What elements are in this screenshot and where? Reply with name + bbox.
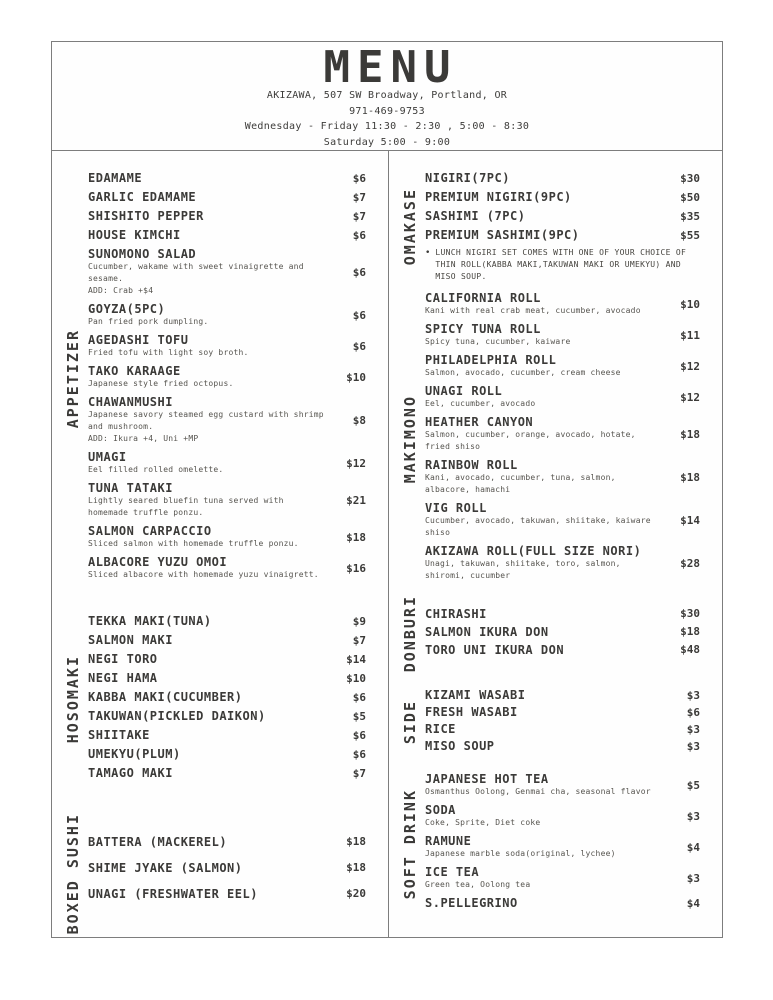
menu-item <box>88 302 366 328</box>
item-price: $50 <box>680 190 700 204</box>
item-name: HOUSE KIMCHI <box>88 228 181 242</box>
menu-item <box>88 835 366 849</box>
menu-item-text <box>425 625 665 639</box>
menu-item <box>88 555 366 581</box>
item-price: $18 <box>680 625 700 639</box>
item-price: $5 <box>352 709 366 723</box>
item-name: UNAGI ROLL <box>425 384 503 398</box>
item-name: NEGI HAMA <box>88 671 158 685</box>
item-price: $6 <box>352 728 366 742</box>
section-label: SOFT DRINK <box>401 788 419 899</box>
item-name: SHISHITO PEPPER <box>88 209 204 223</box>
item-name: TORO UNI IKURA DON <box>425 642 565 657</box>
item-name: EDAMAME <box>88 171 143 185</box>
item-name: JAPANESE HOT TEA <box>425 772 549 787</box>
menu-item-text <box>425 228 665 242</box>
menu-item <box>425 625 700 639</box>
item-name: SUNOMONO SALAD <box>88 247 197 261</box>
menu-item <box>425 458 700 496</box>
section-label-rail <box>395 688 425 756</box>
menu-item-text <box>425 739 665 753</box>
item-price: $6 <box>352 747 366 761</box>
item-price: $8 <box>352 413 366 427</box>
menu-item-text <box>88 709 328 723</box>
item-price: $10 <box>680 297 700 311</box>
section-label: APPETIZER <box>64 328 82 429</box>
menu-item-text <box>425 722 665 736</box>
item-price: $5 <box>686 778 700 792</box>
section-items <box>88 171 366 586</box>
menu-item-text <box>425 190 665 204</box>
menu-column-left <box>52 151 389 937</box>
menu-item <box>425 384 700 410</box>
item-price: $6 <box>352 690 366 704</box>
item-description: Eel, cucumber, avocado <box>425 399 536 408</box>
item-name: FRESH WASABI <box>425 705 518 720</box>
item-name: GOYZA(5PC) <box>88 302 166 316</box>
menu-item-text <box>88 247 328 297</box>
menu-item <box>88 247 366 297</box>
item-price: $7 <box>352 190 366 204</box>
menu-item-text <box>425 834 665 860</box>
item-description: Japanese savory steamed egg custard with shrimp and mushroom. <box>88 410 324 431</box>
item-name: S.PELLEGRINO <box>425 896 518 911</box>
section-items <box>425 171 700 283</box>
section-label: HOSOMAKI <box>64 655 82 744</box>
menu-item-text <box>425 415 665 453</box>
menu-item-text <box>88 190 328 204</box>
menu-section-appetizer <box>58 171 366 586</box>
item-description: Japanese marble soda(original, lychee) <box>425 849 616 859</box>
menu-item-text <box>88 555 328 581</box>
menu-item <box>88 690 366 704</box>
menu-item-text <box>425 803 665 829</box>
item-description: Spicy tuna, cucumber, kaiware <box>425 337 571 346</box>
menu-item <box>425 228 700 242</box>
item-price: $3 <box>686 809 700 823</box>
menu-item-text <box>88 835 328 849</box>
item-description: Unagi, takuwan, shiitake, toro, salmon, shiromi, cucumber <box>425 559 621 580</box>
menu-section-soft-drink <box>395 772 700 915</box>
menu-item <box>88 171 366 185</box>
menu-item <box>88 887 366 901</box>
item-name: PREMIUM NIGIRI(9PC) <box>425 190 572 204</box>
section-note-text: • LUNCH NIGIRI SET COMES WITH ONE OF YOUR CHOICE OF THIN ROLL(KABBA MAKI,TAKUWAN MAKI OR UMEKYU) AND MISO SOUP. <box>435 248 687 281</box>
menu-item <box>88 524 366 550</box>
menu-item-text <box>425 209 665 223</box>
item-name: UMEKYU(PLUM) <box>88 747 181 761</box>
item-price: $18 <box>346 861 366 875</box>
item-name: TUNA TATAKI <box>88 481 173 495</box>
section-label-rail <box>395 171 425 283</box>
item-name: CHIRASHI <box>425 606 487 621</box>
item-price: $18 <box>680 470 700 484</box>
item-name: ALBACORE YUZU OMOI <box>88 555 228 569</box>
item-price: $12 <box>680 359 700 373</box>
item-description: Kani, avocado, cucumber, tuna, salmon, albacore, hamachi <box>425 473 616 494</box>
item-name: NIGIRI(7PC) <box>425 171 510 185</box>
menu-section-omakase <box>395 171 700 283</box>
section-items <box>425 595 700 672</box>
item-description: Cucumber, avocado, takuwan, shiitake, kaiware shiso <box>425 516 651 537</box>
menu-item <box>88 364 366 390</box>
hours-saturday: Saturday 5:00 - 9:00 <box>323 136 451 148</box>
item-price: $30 <box>680 171 700 185</box>
menu-item-text <box>425 544 665 582</box>
item-description: Osmanthus Oolong, Genmai cha, seasonal flavor <box>425 787 651 797</box>
item-description: Salmon, avocado, cucumber, cream cheese <box>425 368 621 377</box>
item-price: $18 <box>680 427 700 441</box>
menu-item <box>88 861 366 875</box>
section-label: BOXED SUSHI <box>64 813 82 935</box>
item-price: $6 <box>352 171 366 185</box>
menu-item-text <box>88 364 328 390</box>
menu-item <box>425 291 700 317</box>
item-name: ICE TEA <box>425 865 480 880</box>
menu-item <box>88 228 366 242</box>
menu-item-text <box>88 690 328 704</box>
menu-header <box>52 42 722 151</box>
item-name: PREMIUM SASHIMI(9PC) <box>425 228 580 242</box>
restaurant-address: AKIZAWA, 507 SW Broadway, Portland, OR <box>266 90 508 101</box>
menu-item <box>425 896 700 910</box>
item-name: PHILADELPHIA ROLL <box>425 353 557 367</box>
item-name: RICE <box>425 722 456 737</box>
menu-title: MENU <box>323 42 458 93</box>
item-price: $14 <box>346 652 366 666</box>
item-price: $3 <box>686 739 700 753</box>
item-name: UNAGI (FRESHWATER EEL) <box>88 886 258 901</box>
item-price: $12 <box>346 456 366 470</box>
item-description: Fried tofu with light soy broth. <box>88 348 249 357</box>
menu-item-text <box>88 228 328 242</box>
item-price: $11 <box>680 328 700 342</box>
menu-item-text <box>88 633 328 647</box>
section-label: OMAKASE <box>401 188 419 266</box>
item-price: $21 <box>346 493 366 507</box>
menu-item <box>88 450 366 476</box>
item-price: $30 <box>680 607 700 621</box>
item-name: HEATHER CANYON <box>425 415 534 429</box>
item-name: SHIITAKE <box>88 728 150 742</box>
item-price: $16 <box>346 561 366 575</box>
menu-item <box>88 209 366 223</box>
item-description: Eel filled rolled omelette. <box>88 465 224 474</box>
item-name: TAMAGO MAKI <box>88 766 173 780</box>
menu-section-makimono <box>395 291 700 587</box>
item-price: $3 <box>686 871 700 885</box>
menu-item-text <box>425 643 665 657</box>
item-price: $48 <box>680 643 700 657</box>
item-price: $9 <box>352 614 366 628</box>
item-price: $10 <box>346 671 366 685</box>
item-addon: ADD: Ikura +4, Uni +MP <box>88 434 199 443</box>
menu-item-text <box>88 333 328 359</box>
item-addon: ADD: Crab +$4 <box>88 286 154 295</box>
menu-item-text <box>425 865 665 891</box>
menu-item-text <box>425 171 665 185</box>
item-name: SPICY TUNA ROLL <box>425 322 541 336</box>
item-price: $6 <box>352 308 366 322</box>
menu-item <box>88 333 366 359</box>
item-price: $12 <box>680 390 700 404</box>
menu-item <box>88 652 366 666</box>
item-price: $3 <box>686 722 700 736</box>
section-label-rail <box>395 772 425 915</box>
menu-item-text <box>425 896 665 910</box>
item-name: SASHIMI (7PC) <box>425 209 526 223</box>
item-name: SALMON CARPACCIO <box>88 524 212 538</box>
section-label: SIDE <box>401 700 419 745</box>
section-label-rail <box>395 595 425 672</box>
menu-item-text <box>425 688 665 702</box>
item-name: KABBA MAKI(CUCUMBER) <box>88 690 243 704</box>
item-name: AGEDASHI TOFU <box>88 333 189 347</box>
menu-item-text <box>88 171 328 185</box>
menu-item-text <box>88 728 328 742</box>
item-name: CALIFORNIA ROLL <box>425 291 541 305</box>
item-price: $6 <box>352 265 366 279</box>
item-name: UMAGI <box>88 450 127 464</box>
menu-item <box>425 834 700 860</box>
item-price: $7 <box>352 766 366 780</box>
menu-item <box>88 709 366 723</box>
menu-item-text <box>425 384 665 410</box>
menu-item-text <box>425 322 665 348</box>
item-name: SALMON MAKI <box>88 633 173 647</box>
section-note <box>425 247 693 283</box>
menu-item <box>425 209 700 223</box>
item-price: $6 <box>352 339 366 353</box>
menu-item-text <box>425 458 665 496</box>
menu-item-text <box>88 887 328 901</box>
menu-item-text <box>88 524 328 550</box>
item-name: MISO SOUP <box>425 739 495 754</box>
menu-item <box>88 747 366 761</box>
menu-item <box>425 688 700 702</box>
menu-item <box>425 705 700 719</box>
menu-item <box>425 803 700 829</box>
menu-item <box>425 415 700 453</box>
item-price: $18 <box>346 530 366 544</box>
item-name: BATTERA (MACKEREL) <box>88 834 228 849</box>
item-description: Coke, Sprite, Diet coke <box>425 818 541 828</box>
menu-item <box>425 190 700 204</box>
section-label-rail <box>58 614 88 785</box>
item-name: GARLIC EDAMAME <box>88 190 197 204</box>
menu-item <box>425 501 700 539</box>
menu-item-text <box>425 607 665 621</box>
menu-section-hosomaki <box>58 614 366 785</box>
section-items <box>425 688 700 756</box>
menu-item-text <box>88 861 328 875</box>
menu-item <box>88 671 366 685</box>
item-description: Cucumber, wakame with sweet vinaigrette and sesame. <box>88 262 304 283</box>
section-items <box>88 614 366 785</box>
menu-item <box>425 722 700 736</box>
section-label-rail <box>58 813 88 934</box>
hours-weekday: Wednesday - Friday 11:30 - 2:30 , 5:00 - 8:30 <box>244 121 530 132</box>
item-price: $6 <box>686 705 700 719</box>
item-description: Pan fried pork dumpling. <box>88 317 209 326</box>
menu-item <box>425 772 700 798</box>
menu-item-text <box>88 766 328 780</box>
menu-item <box>425 643 700 657</box>
item-price: $35 <box>680 209 700 223</box>
menu-item-text <box>88 302 328 328</box>
section-items <box>88 813 366 934</box>
menu-item-text <box>88 652 328 666</box>
item-description: Japanese style fried octopus. <box>88 379 234 388</box>
menu-section-boxed-sushi <box>58 813 366 934</box>
menu-body <box>52 151 722 937</box>
menu-item <box>88 481 366 519</box>
item-price: $4 <box>686 896 700 910</box>
menu-item <box>425 353 700 379</box>
item-price: $20 <box>346 887 366 901</box>
item-price: $14 <box>680 513 700 527</box>
item-description: Salmon, cucumber, orange, avocado, hotate, fried shiso <box>425 430 636 451</box>
menu-item-text <box>88 671 328 685</box>
menu-item <box>425 865 700 891</box>
menu-item-text <box>425 291 665 317</box>
item-name: KIZAMI WASABI <box>425 688 526 703</box>
item-name: SHIME JYAKE (SALMON) <box>88 860 243 875</box>
menu-item-text <box>88 450 328 476</box>
item-name: VIG ROLL <box>425 501 487 515</box>
menu-item <box>425 544 700 582</box>
section-items <box>425 291 700 587</box>
item-price: $6 <box>352 228 366 242</box>
section-label: DONBURI <box>401 595 419 673</box>
item-name: TAKO KARAAGE <box>88 364 181 378</box>
item-price: $3 <box>686 688 700 702</box>
menu-item <box>425 607 700 621</box>
menu-item <box>425 322 700 348</box>
menu-item-text <box>88 614 328 628</box>
menu-item <box>88 766 366 780</box>
item-name: SODA <box>425 803 456 818</box>
item-name: SALMON IKURA DON <box>425 624 549 639</box>
item-name: RAMUNE <box>425 834 472 849</box>
section-label-rail <box>395 291 425 587</box>
menu-item-text <box>88 481 328 519</box>
item-description: Sliced salmon with homemade truffle ponzu. <box>88 539 299 548</box>
menu-item-text <box>88 395 328 445</box>
item-description: Sliced albacore with homemade yuzu vinaigrett. <box>88 570 319 579</box>
item-description: Lightly seared bluefin tuna served with homemade truffle ponzu. <box>88 496 284 517</box>
item-name: TEKKA MAKI(TUNA) <box>88 614 212 628</box>
item-price: $55 <box>680 228 700 242</box>
menu-item-text <box>425 705 665 719</box>
item-price: $10 <box>346 370 366 384</box>
menu-item <box>88 395 366 445</box>
item-price: $18 <box>346 835 366 849</box>
menu-item <box>88 633 366 647</box>
menu-frame <box>51 41 723 938</box>
menu-item <box>425 171 700 185</box>
item-name: NEGI TORO <box>88 652 158 666</box>
section-label-rail <box>58 171 88 586</box>
menu-item <box>425 739 700 753</box>
menu-item <box>88 614 366 628</box>
menu-item-text <box>88 747 328 761</box>
menu-section-side <box>395 688 700 756</box>
restaurant-phone: 971-469-9753 <box>349 105 425 117</box>
item-name: TAKUWAN(PICKLED DAIKON) <box>88 709 266 723</box>
menu-section-donburi <box>395 595 700 672</box>
item-name: CHAWANMUSHI <box>88 395 173 409</box>
menu-item <box>88 728 366 742</box>
menu-item-text <box>425 501 665 539</box>
item-price: $28 <box>680 556 700 570</box>
item-name: RAINBOW ROLL <box>425 458 518 472</box>
menu-item-text <box>425 353 665 379</box>
item-name: AKIZAWA ROLL(FULL SIZE NORI) <box>425 544 642 558</box>
section-items <box>425 772 700 915</box>
item-price: $7 <box>352 633 366 647</box>
section-label: MAKIMONO <box>401 394 419 484</box>
menu-item-text <box>425 772 665 798</box>
item-description: Kani with real crab meat, cucumber, avocado <box>425 306 641 315</box>
menu-item <box>88 190 366 204</box>
item-price: $7 <box>352 209 366 223</box>
menu-column-right <box>389 151 722 937</box>
item-description: Green tea, Oolong tea <box>425 880 531 890</box>
menu-item-text <box>88 209 328 223</box>
item-price: $4 <box>686 840 700 854</box>
